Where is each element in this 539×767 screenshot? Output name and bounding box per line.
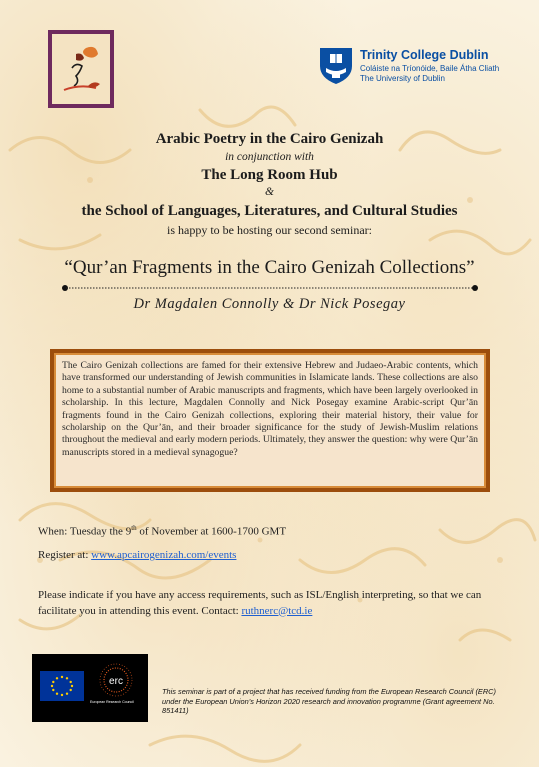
access-requirements: [38, 588, 518, 619]
when-suffix: of November at 1600-1700 GMT: [136, 525, 287, 538]
erc-label: erc: [109, 676, 123, 687]
title-divider: [62, 285, 478, 291]
speakers: Dr Magdalen Connolly & Dr Nick Posegay: [133, 296, 406, 312]
abstract-box: [50, 349, 490, 492]
funder-logos: [32, 654, 148, 722]
funding-statement: This seminar is part of a project that has received funding from the European Research Council (ERC) under the European Union’s Horizon 2020 research and innovation programme (Grant agreement No. 851411): [162, 687, 496, 716]
register-link[interactable]: www.apcairogenizah.com/events: [91, 549, 237, 561]
contact-email-link[interactable]: ruthnerc@tcd.ie: [241, 604, 313, 617]
university-subtitle: The University of Dublin: [360, 74, 445, 83]
seminar-title: “Qur’an Fragments in the Cairo Genizah Collections”: [64, 257, 475, 278]
when-text: When: Tuesday the 9: [38, 525, 132, 538]
tcd-logo: [318, 46, 518, 86]
school-name: the School of Languages, Literatures, and Cultural Studies: [81, 203, 458, 219]
seminar-logo: [48, 30, 114, 108]
erc-caption: European Research Council: [90, 700, 134, 704]
abstract-text: The Cairo Genizah collections are famed for their extensive Hebrew and Judaeo-Arabic contents, which have transformed our understanding of Jewish communities in Islamicate lands. These collections are also home to a substantial number of Arabic manuscripts and fragments, which have been largely overlooked in scholarship. In this lecture, Magdalen Connolly and Nick Posegay examine Arabic-script Qur’ān fragments found in the Cairo Genizah collections, exploring their material history, their value for scholarship on the Qur’ān, and their broader significance for the study of Jewish-Muslim relations throughout the medieval and early modern periods. Ultimately, they answer the question: why were Qur’ān manuscripts stored in a medieval synagogue?: [62, 360, 478, 458]
university-irish-name: Coláiste na Tríonóide, Baile Átha Cliath: [360, 64, 500, 73]
partner-name: The Long Room Hub: [201, 167, 338, 183]
project-title: Arabic Poetry in the Cairo Genizah: [155, 131, 384, 147]
event-when: [38, 524, 286, 538]
tcd-crest-icon: [318, 46, 354, 84]
register-line: [38, 549, 236, 561]
hosting-text: is happy to be hosting our second seminar:: [167, 223, 372, 237]
when-ordinal: th: [131, 524, 137, 532]
access-text: Please indicate if you have any access requirements, such as ISL/English interpreting, so that we can facilitate you in attending this event. Contact:: [38, 589, 482, 617]
conjunction-text: in conjunction with: [225, 151, 314, 163]
register-label: Register at:: [38, 549, 92, 561]
eu-flag-icon: [40, 671, 84, 701]
university-name: Trinity College Dublin: [360, 48, 489, 62]
ampersand: &: [265, 186, 274, 198]
erc-logo-icon: [90, 660, 142, 716]
